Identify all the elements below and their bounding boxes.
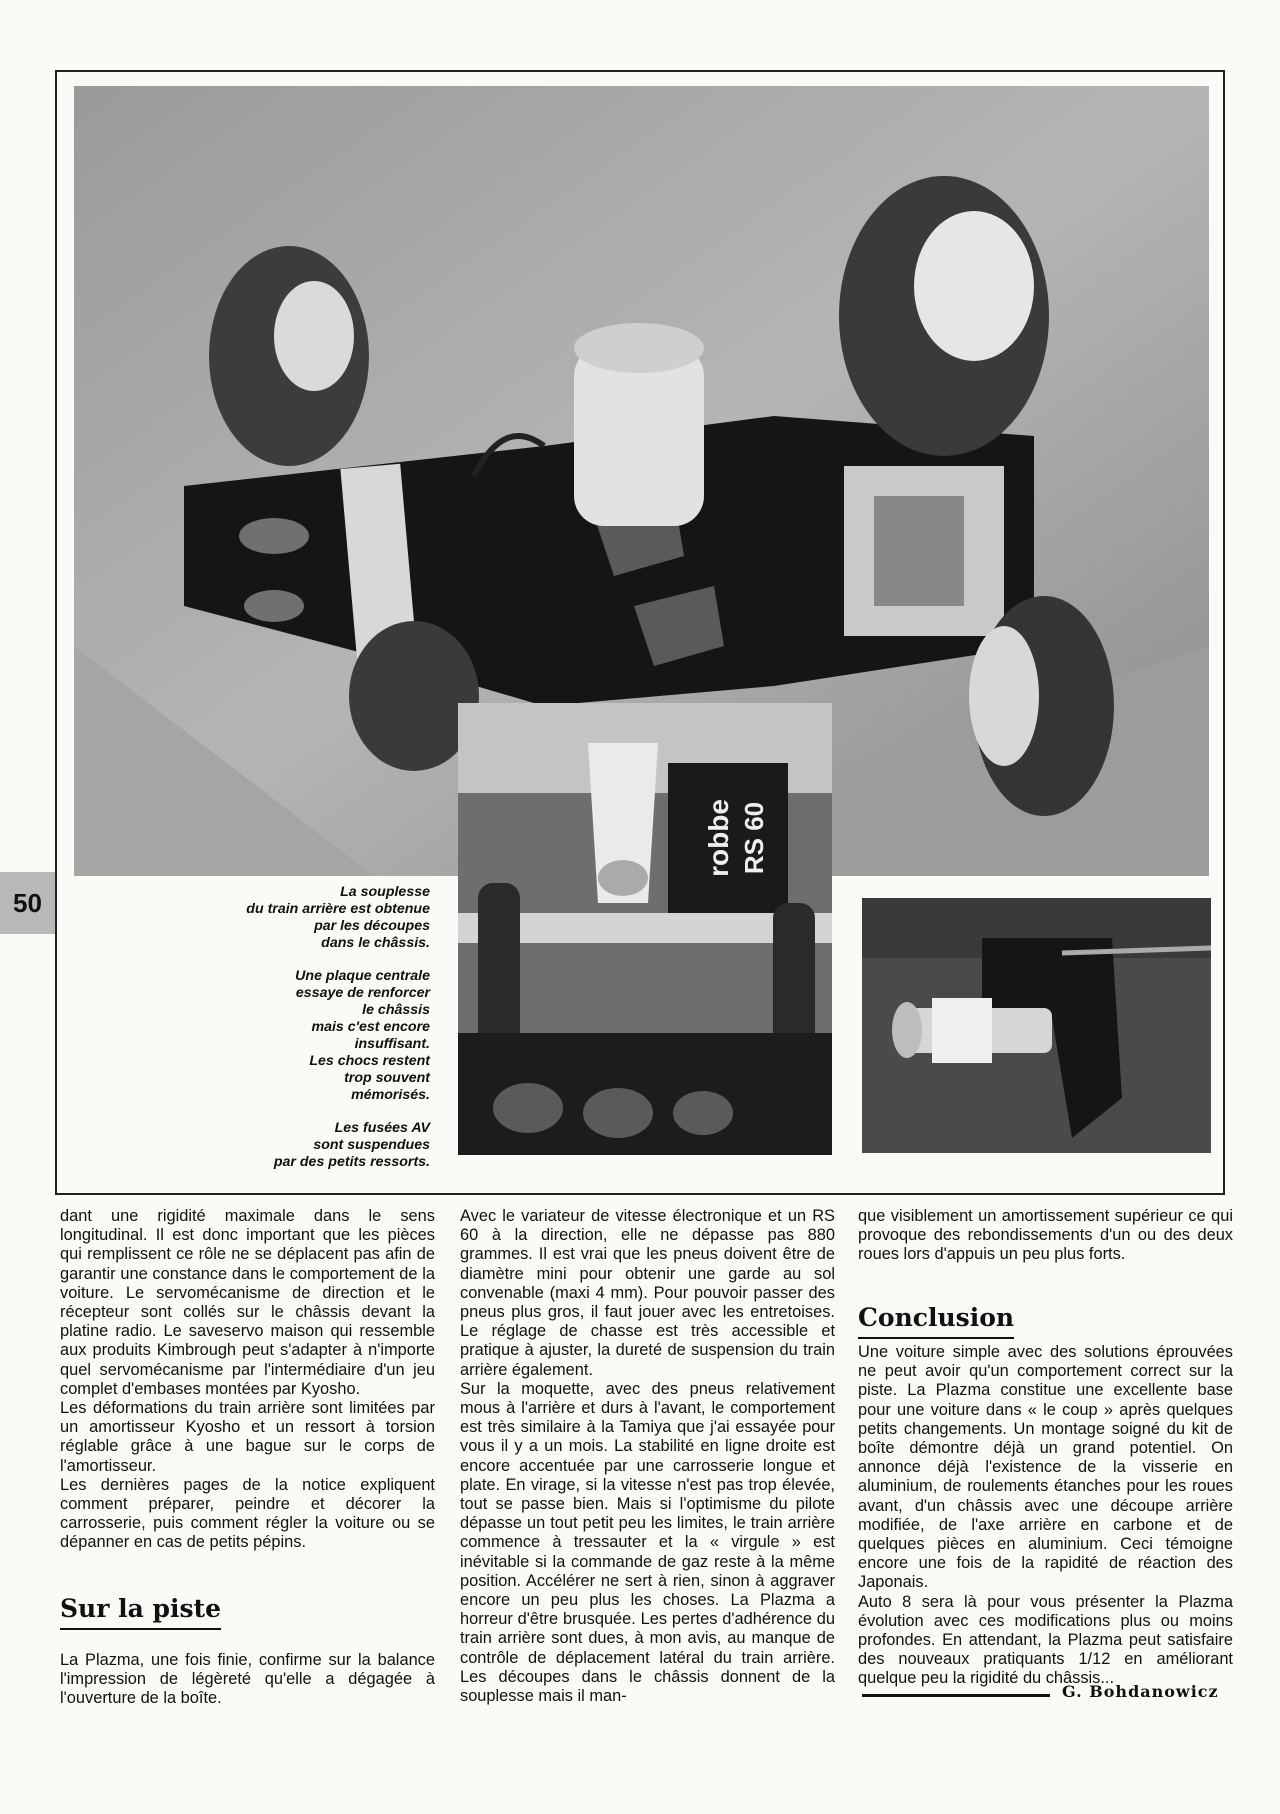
section-heading-sur-la-piste: Sur la piste [60, 1594, 221, 1630]
column-1 [60, 1207, 435, 1553]
author-signature: G. Bohdanowicz [1062, 1682, 1219, 1701]
page-number: 50 [0, 872, 55, 934]
servo-brand-label: robbe [703, 799, 734, 877]
column-3-conclusion [858, 1343, 1233, 1689]
col1-piste-paragraph: La Plazma, une fois finie, confirme sur la balance l'impression de légèreté qu'elle a dégagée à l'ouverture de la boîte. [60, 1651, 435, 1708]
col3-conclusion-paragraph-1: Une voiture simple avec des solutions éprouvées ne peut avoir qu'un comportement correct sur la piste. La Plazma constitue une excellente base pour une voiture dans « le coup » après quelques petits changements. Un montage soigné du kit de boîte démontre déjà un grand potentiel. On annonce déjà l'existence de la visserie en aluminium, de roulements étanches pour les roues avant, d'un châssis avec une découpe arrière modifiée, de l'axe arrière en carbone et de quelques pièces en aluminium. Ceci témoigne encore une fois de la rapidité de réaction des Japonais. [858, 1343, 1233, 1592]
col2-paragraph-1: Avec le variateur de vitesse électronique et un RS 60 à la direction, elle ne dépasse pas 880 grammes. Il est vrai que les pneus doivent être de diamètre mini pour obtenir une garde au sol convenable (maxi 4 mm). Pour pouvoir passer des pneus plus gros, il faut jouer avec les entretoises. Le réglage de chasse est très accessible et pratique à ajuster, la dureté de suspension du train arrière également. [460, 1207, 835, 1379]
caption-1: La souplesse du train arrière est obtenue par les découpes dans le châssis. [246, 884, 430, 951]
col1-paragraph-3: Les dernières pages de la notice expliquent comment préparer, peindre et décorer la carrosserie, puis comment régler la voiture ou se dépanner en cas de petits pépins. [60, 1475, 435, 1552]
col3-paragraph-1: que visiblement un amortissement supérieur ce qui provoque des rebondissements d'un ou des deux roues lors d'appuis un peu plus forts. [858, 1207, 1233, 1264]
col1-paragraph-2: Les déformations du train arrière sont limitées par un amortisseur Kyosho et un ressort à torsion réglable grâce à une bague sur le corps de l'amortisseur. [60, 1399, 435, 1475]
caption-2: Une plaque centrale essaye de renforcer le châssis mais c'est encore insuffisant. Les chocs restent trop souvent mémorisés. [295, 968, 430, 1103]
section-heading-conclusion: Conclusion [858, 1303, 1014, 1339]
column-1-piste [60, 1651, 435, 1709]
knuckle-photo [862, 898, 1211, 1153]
section-heading-conclusion-wrap [858, 1303, 1233, 1339]
col1-paragraph-1: dant une rigidité maximale dans le sens longitudinal. Il est donc important que les pièces qui remplissent ce rôle ne se déplacent pas afin de garantir une constance dans le comportement de la voiture. Le servomécanisme de direction et le récepteur sont collés sur le châssis devant la platine radio. Le saveservo maison qui ressemble aux produits Kimbrough peut s'adapter à n'importe quel servomécanisme par l'intermédiaire d'un jeu complet d'embases montées par Kyosho. [60, 1207, 435, 1398]
servo-model-label: RS 60 [739, 801, 769, 875]
servo-photo [458, 703, 832, 1155]
section-heading-sur-la-piste-wrap [60, 1594, 435, 1630]
column-3 [858, 1207, 1233, 1265]
col2-paragraph-2: Sur la moquette, avec des pneus relativement mous à l'arrière et durs à l'avant, le comportement est très similaire à la Tamiya que j'ai essayée pour vous il y a un mois. La stabilité en ligne droite est encore accentuée par une carrosserie longue et plate. En virage, si la vitesse n'est pas trop élevée, tout se passe bien. Mais si l'optimisme du pilote dépasse un tout petit peu les limites, le train arrière commence à tressauter et la « virgule » est inévitable si la commande de gaz reste à la même position. Accélérer ne sert à rien, sinon à aggraver encore un peu plus les choses. La Plazma a horreur d'être brusquée. Les pertes d'adhérence du train arrière sont dues, à mon avis, au manque de contrôle de déplacement latéral du train arrière. Les découpes dans le châssis donnent de la souplesse mais il man- [460, 1379, 835, 1706]
column-2 [460, 1207, 835, 1706]
signature-rule [862, 1694, 1050, 1697]
caption-3: Les fusées AV sont suspendues par des petits ressorts. [273, 1120, 430, 1170]
col3-conclusion-paragraph-2: Auto 8 sera là pour vous présenter la Plazma évolution avec ces modifications plus ou moins profondes. En attendant, la Plazma peut satisfaire des nouveaux pratiquants 1/12 en améliorant quelque peu la rigidité du châssis... [858, 1592, 1233, 1688]
photo-captions [200, 884, 430, 1187]
